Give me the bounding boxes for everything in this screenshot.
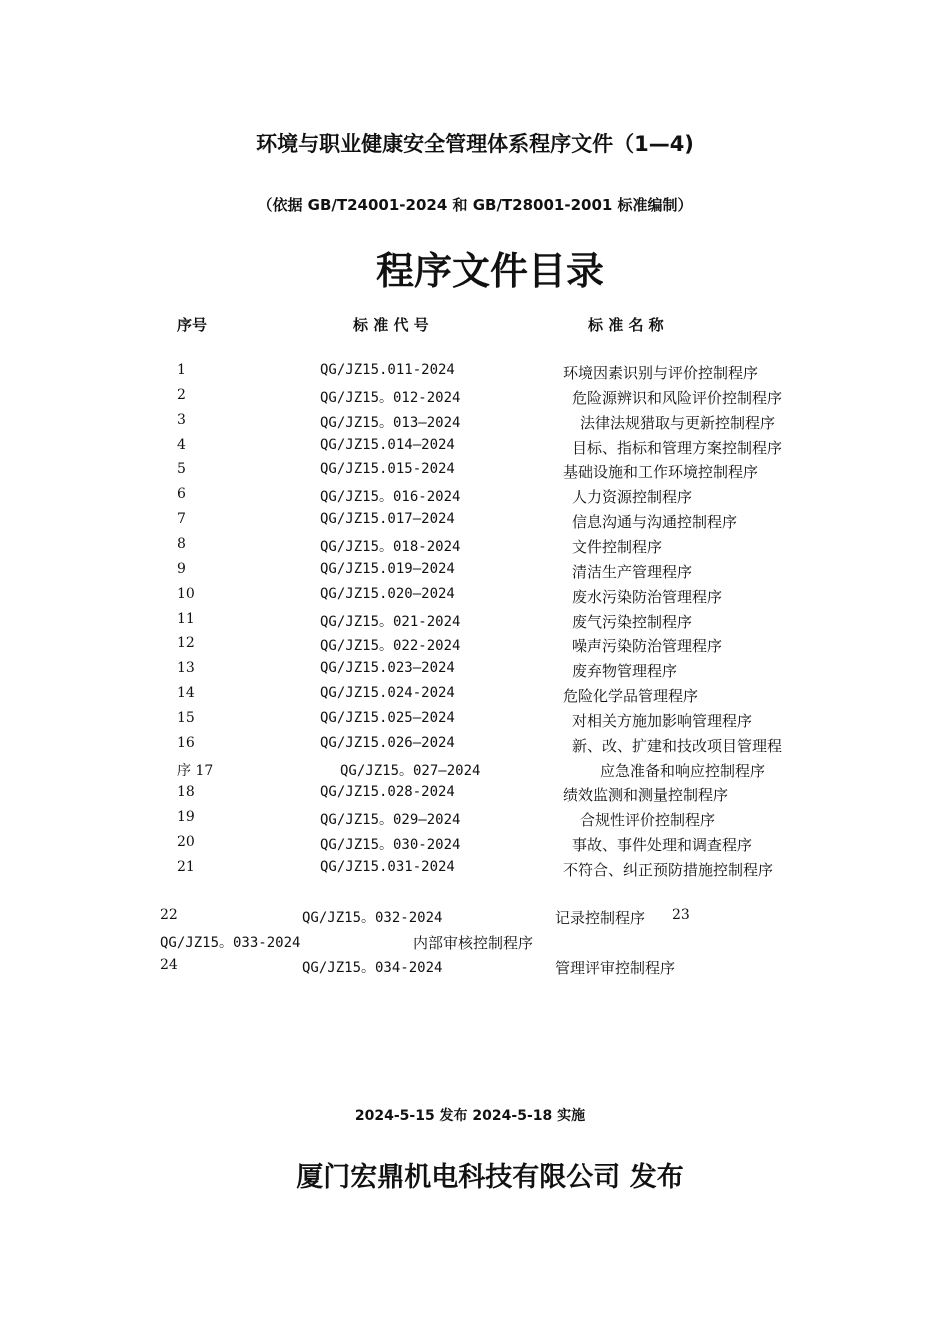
- row-name: 信息沟通与沟通控制程序: [572, 513, 738, 532]
- document-subtitle: （依据 GB/T24001-2024 和 GB/T28001-2001 标准编制）: [257, 196, 693, 214]
- row-code: QG/JZ15。030-2024: [320, 837, 461, 854]
- row-name: 废气污染控制程序: [572, 612, 693, 631]
- table-row: [0, 437, 950, 461]
- row-code: QG/JZ15。032-2024: [302, 910, 443, 926]
- row-name: 噪声污染防治管理程序: [572, 637, 723, 656]
- row-code: QG/JZ15.019—2024: [320, 560, 455, 577]
- row-code: QG/JZ15。018-2024: [320, 538, 461, 555]
- row-number: 8: [177, 535, 186, 552]
- row-code: QG/JZ15。034-2024: [302, 960, 443, 976]
- row-code: QG/JZ15。012-2024: [320, 389, 461, 406]
- tail-line-2: [0, 932, 950, 956]
- row-number: 9: [177, 560, 186, 577]
- row-number: 10: [177, 585, 195, 602]
- row-code: QG/JZ15.011-2024: [320, 362, 455, 378]
- row-number: 5: [177, 461, 186, 478]
- row-code: QG/JZ15.026—2024: [320, 734, 455, 751]
- table-row: [0, 784, 950, 808]
- row-number: 序 17: [177, 762, 214, 779]
- row-number: 12: [177, 635, 195, 652]
- row-code: QG/JZ15。013—2024: [320, 414, 461, 431]
- row-name: 内部审核控制程序: [413, 934, 534, 952]
- issue-dates: 2024-5-15 发布 2024-5-18 实施: [354, 1108, 586, 1124]
- row-name: 事故、事件处理和调查程序: [572, 836, 753, 855]
- row-name: 危险源辨识和风险评价控制程序: [572, 388, 783, 407]
- row-name: 新、改、扩建和技改项目管理程: [572, 736, 783, 755]
- row-name: 文件控制程序: [572, 537, 663, 556]
- table-row: [0, 486, 950, 510]
- table-row: [0, 586, 950, 610]
- row-number: 24: [160, 957, 178, 973]
- row-code: QG/JZ15.028-2024: [320, 784, 455, 801]
- table-row: [0, 660, 950, 684]
- column-header-name: 标 准 名 称: [588, 316, 664, 334]
- tail-line-1: [0, 907, 950, 931]
- row-number: 3: [177, 411, 186, 428]
- row-name: 清洁生产管理程序: [572, 562, 693, 581]
- row-number: 22: [160, 907, 178, 923]
- row-name: 记录控制程序: [555, 909, 646, 927]
- row-name: 应急准备和响应控制程序: [600, 761, 766, 780]
- row-name: 不符合、纠正预防措施控制程序: [563, 861, 774, 879]
- row-name: 管理评审控制程序: [555, 959, 676, 977]
- row-name: 合规性评价控制程序: [580, 811, 716, 830]
- row-number: 21: [177, 859, 195, 875]
- row-number: 16: [177, 734, 195, 751]
- row-name: 基础设施和工作环境控制程序: [563, 463, 759, 482]
- table-row: [0, 536, 950, 560]
- row-code: QG/JZ15.031-2024: [320, 859, 455, 875]
- table-row: [0, 511, 950, 535]
- publisher: 厦门宏鼎机电科技有限公司 发布: [296, 1162, 684, 1193]
- table-row: [0, 412, 950, 436]
- table-row: [0, 461, 950, 485]
- table-row: [0, 710, 950, 734]
- row-code: QG/JZ15.014—2024: [320, 436, 455, 453]
- row-code: QG/JZ15。029—2024: [320, 812, 461, 829]
- row-code: QG/JZ15.025—2024: [320, 709, 455, 726]
- column-header-code: 标 准 代 号: [353, 316, 429, 334]
- table-row: [0, 834, 950, 858]
- row-name: 人力资源控制程序: [572, 488, 693, 507]
- row-number: 11: [177, 610, 195, 627]
- table-row: [0, 809, 950, 833]
- row-number: 15: [177, 709, 195, 726]
- row-number: 18: [177, 784, 195, 801]
- row-number: 2: [177, 386, 186, 403]
- table-row: [0, 760, 950, 784]
- column-header-seq: 序号: [177, 316, 208, 334]
- document-title: 环境与职业健康安全管理体系程序文件（1—4): [256, 132, 694, 156]
- table-row: [0, 362, 950, 386]
- table-row: [0, 735, 950, 759]
- row-number: 4: [177, 436, 186, 453]
- table-row: [0, 611, 950, 635]
- row-number: 23: [672, 907, 690, 923]
- row-number: 14: [177, 685, 195, 702]
- row-name: 危险化学品管理程序: [563, 687, 699, 706]
- row-code: QG/JZ15.020—2024: [320, 585, 455, 602]
- catalog-heading: 程序文件目录: [375, 249, 604, 293]
- row-name: 对相关方施加影响管理程序: [572, 711, 753, 730]
- row-code: QG/JZ15.024-2024: [320, 685, 455, 702]
- row-name: 环境因素识别与评价控制程序: [563, 364, 759, 382]
- row-code: QG/JZ15.015-2024: [320, 461, 455, 478]
- row-number: 13: [177, 660, 195, 677]
- table-row: [0, 685, 950, 709]
- row-name: 废弃物管理程序: [572, 662, 678, 681]
- row-code: QG/JZ15。033-2024: [160, 935, 301, 951]
- row-number: 19: [177, 809, 195, 826]
- row-name: 目标、指标和管理方案控制程序: [572, 438, 783, 457]
- row-code: QG/JZ15。016-2024: [320, 489, 461, 506]
- table-row: [0, 859, 950, 883]
- row-code: QG/JZ15。021-2024: [320, 613, 461, 630]
- row-code: QG/JZ15。027—2024: [340, 762, 481, 779]
- row-name: 绩效监测和测量控制程序: [563, 786, 729, 805]
- row-code: QG/JZ15.023—2024: [320, 660, 455, 677]
- row-code: QG/JZ15.017—2024: [320, 511, 455, 528]
- row-number: 20: [177, 834, 195, 851]
- row-number: 6: [177, 486, 186, 503]
- table-row: [0, 635, 950, 659]
- row-code: QG/JZ15。022-2024: [320, 638, 461, 655]
- table-row: [0, 387, 950, 411]
- row-number: 1: [177, 362, 186, 378]
- row-name: 法律法规猎取与更新控制程序: [580, 413, 776, 432]
- tail-line-3: [0, 957, 950, 981]
- row-number: 7: [177, 511, 186, 528]
- row-name: 废水污染防治管理程序: [572, 587, 723, 606]
- table-row: [0, 561, 950, 585]
